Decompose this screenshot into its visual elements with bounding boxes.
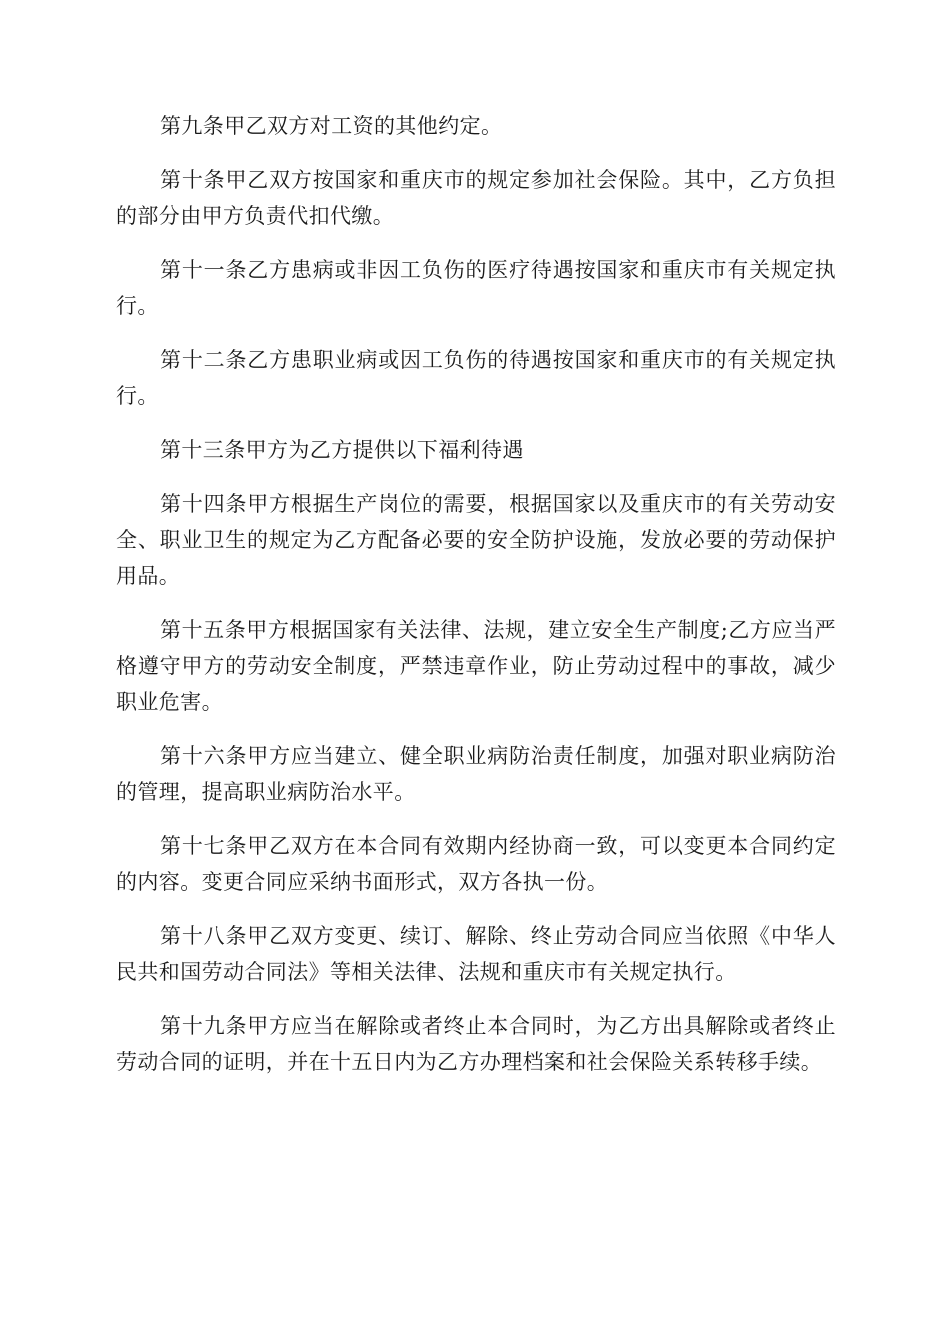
article-15: 第十五条甲方根据国家有关法律、法规，建立安全生产制度;乙方应当严格遵守甲方的劳动安全制度，严禁违章作业，防止劳动过程中的事故，减少职业危害。 bbox=[116, 618, 836, 714]
article-14: 第十四条甲方根据生产岗位的需要，根据国家以及重庆市的有关劳动安全、职业卫生的规定为乙方配备必要的安全防护设施，发放必要的劳动保护用品。 bbox=[116, 492, 836, 588]
article-18: 第十八条甲乙双方变更、续订、解除、终止劳动合同应当依照《中华人民共和国劳动合同法》等相关法律、法规和重庆市有关规定执行。 bbox=[116, 924, 836, 984]
article-10: 第十条甲乙双方按国家和重庆市的规定参加社会保险。其中，乙方负担的部分由甲方负责代扣代缴。 bbox=[116, 168, 836, 228]
document-body bbox=[116, 108, 836, 1098]
article-16: 第十六条甲方应当建立、健全职业病防治责任制度，加强对职业病防治的管理，提高职业病防治水平。 bbox=[116, 744, 836, 804]
article-11: 第十一条乙方患病或非因工负伤的医疗待遇按国家和重庆市有关规定执行。 bbox=[116, 258, 836, 318]
article-13: 第十三条甲方为乙方提供以下福利待遇 bbox=[160, 438, 524, 462]
article-12: 第十二条乙方患职业病或因工负伤的待遇按国家和重庆市的有关规定执行。 bbox=[116, 348, 836, 408]
article-17: 第十七条甲乙双方在本合同有效期内经协商一致，可以变更本合同约定的内容。变更合同应采纳书面形式，双方各执一份。 bbox=[116, 834, 836, 894]
article-9: 第九条甲乙双方对工资的其他约定。 bbox=[160, 114, 503, 138]
article-19: 第十九条甲方应当在解除或者终止本合同时，为乙方出具解除或者终止劳动合同的证明，并在十五日内为乙方办理档案和社会保险关系转移手续。 bbox=[116, 1014, 836, 1074]
